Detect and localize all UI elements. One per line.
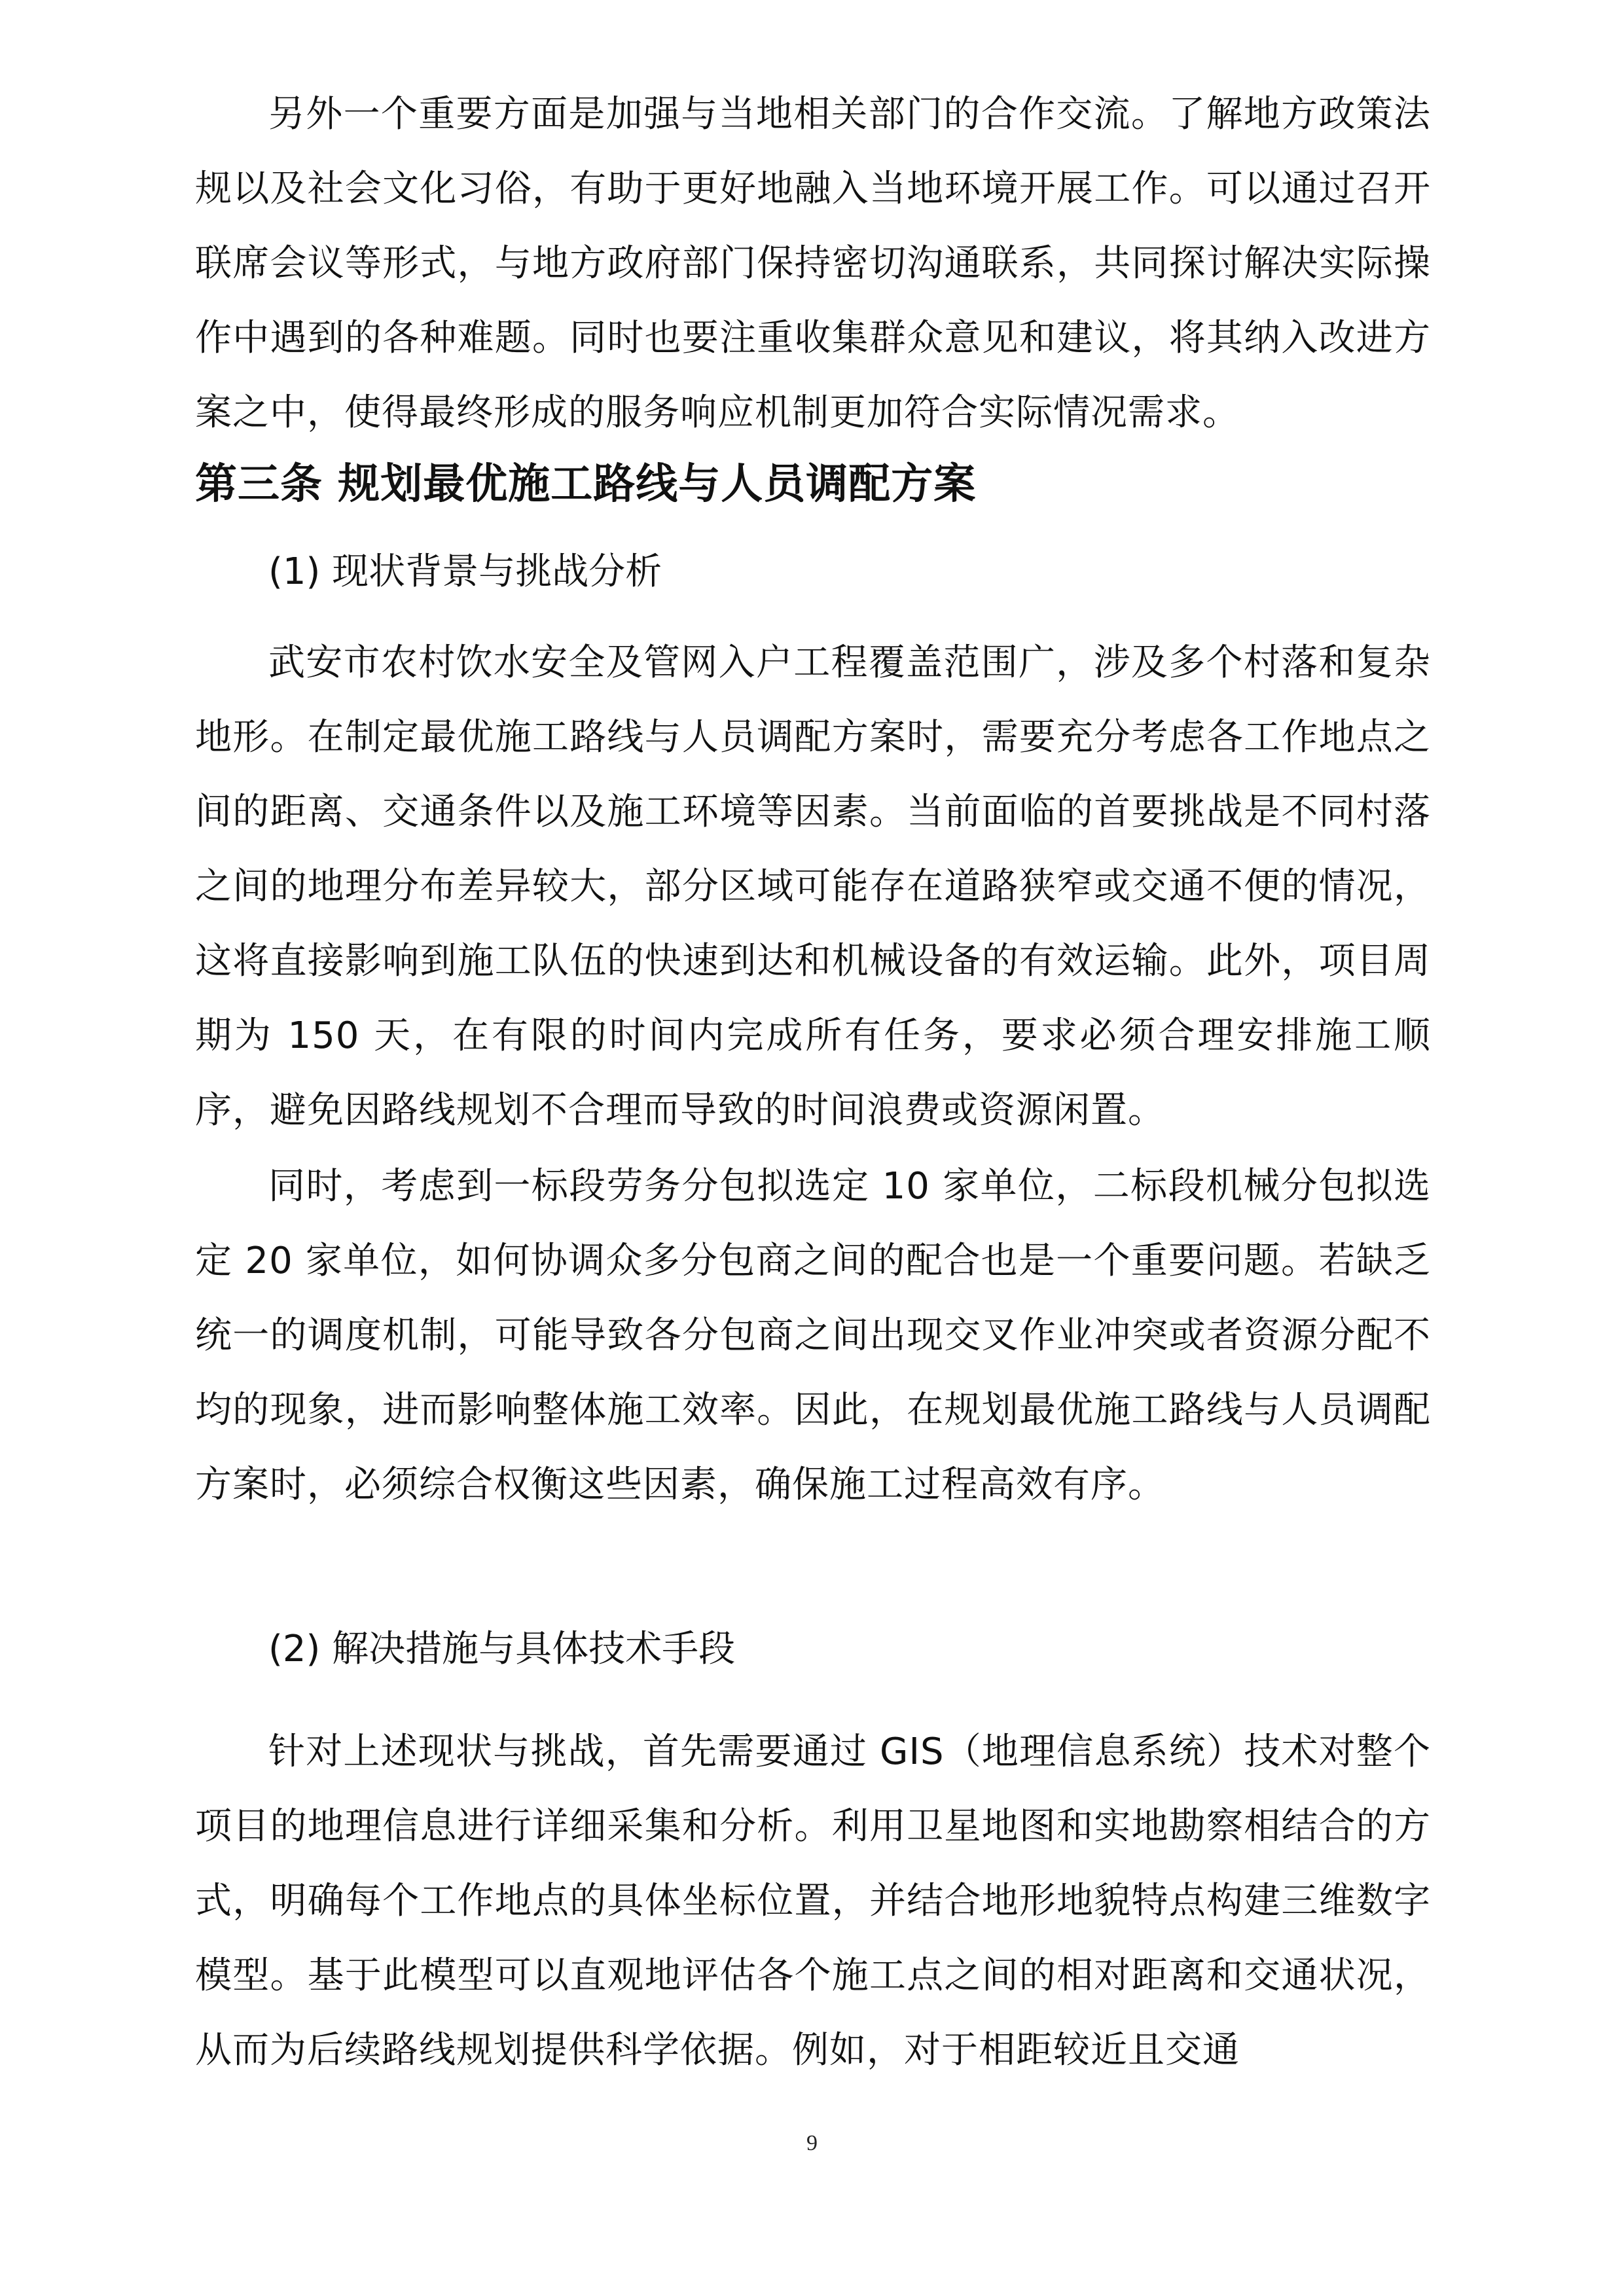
subheading-text: (2) 解决措施与具体技术手段 [268,1628,736,1670]
section-heading [195,452,1431,517]
paragraph-text: 另外一个重要方面是加强与当地相关部门的合作交流。了解地方政策法规以及社会文化习俗，有助于更好地融入当地环境开展工作。可以通过召开联席会议等形式，与地方政府部门保持密切沟通联系，共同探讨解决实际操作中遇到的各种难题。同时也要注重收集群众意见和建议，将其纳入改进方案之中，使得最终形成的服务响应机制更加符合实际情况需求。 [195,93,1431,434]
subheading-1 [195,539,1431,605]
paragraph-gis [195,1715,1431,2088]
paragraph-text: 同时，考虑到一标段劳务分包拟选定 10 家单位，二标段机械分包拟选定 20 家单位，如何协调众多分包商之间的配合也是一个重要问题。若缺乏统一的调度机制，可能导致各分包商之间出现交叉作业冲突或者资源分配不均的现象，进而影响整体施工效率。因此，在规划最优施工路线与人员调配方案时，必须综合权衡这些因素，确保施工过程高效有序。 [195,1165,1431,1506]
paragraph-background [195,626,1431,1148]
subheading-text: (1) 现状背景与挑战分析 [268,550,662,593]
page-number: 9 [806,2131,818,2155]
paragraph-subcontractors [195,1149,1431,1522]
paragraph-cooperation [195,77,1431,450]
paragraph-text: 针对上述现状与挑战，首先需要通过 GIS（地理信息系统）技术对整个项目的地理信息进行详细采集和分析。利用卫星地图和实地勘察相结合的方式，明确每个工作地点的具体坐标位置，并结合地形地貌特点构建三维数字模型。基于此模型可以直观地评估各个施工点之间的相对距离和交通状况，从而为后续路线规划提供科学依据。例如，对于相距较近且交通 [195,1731,1431,2072]
subheading-2 [195,1617,1431,1682]
paragraph-text: 武安市农村饮水安全及管网入户工程覆盖范围广，涉及多个村落和复杂地形。在制定最优施工路线与人员调配方案时，需要充分考虑各工作地点之间的距离、交通条件以及施工环境等因素。当前面临的首要挑战是不同村落之间的地理分布差异较大，部分区域可能存在道路狭窄或交通不便的情况，这将直接影响到施工队伍的快速到达和机械设备的有效运输。此外，项目周期为 150 天，在有限的时间内完成所有任务，要求必须合理安排施工顺序，避免因路线规划不合理而导致的时间浪费或资源闲置。 [195,641,1431,1132]
section-title: 第三条 规划最优施工路线与人员调配方案 [195,460,977,509]
